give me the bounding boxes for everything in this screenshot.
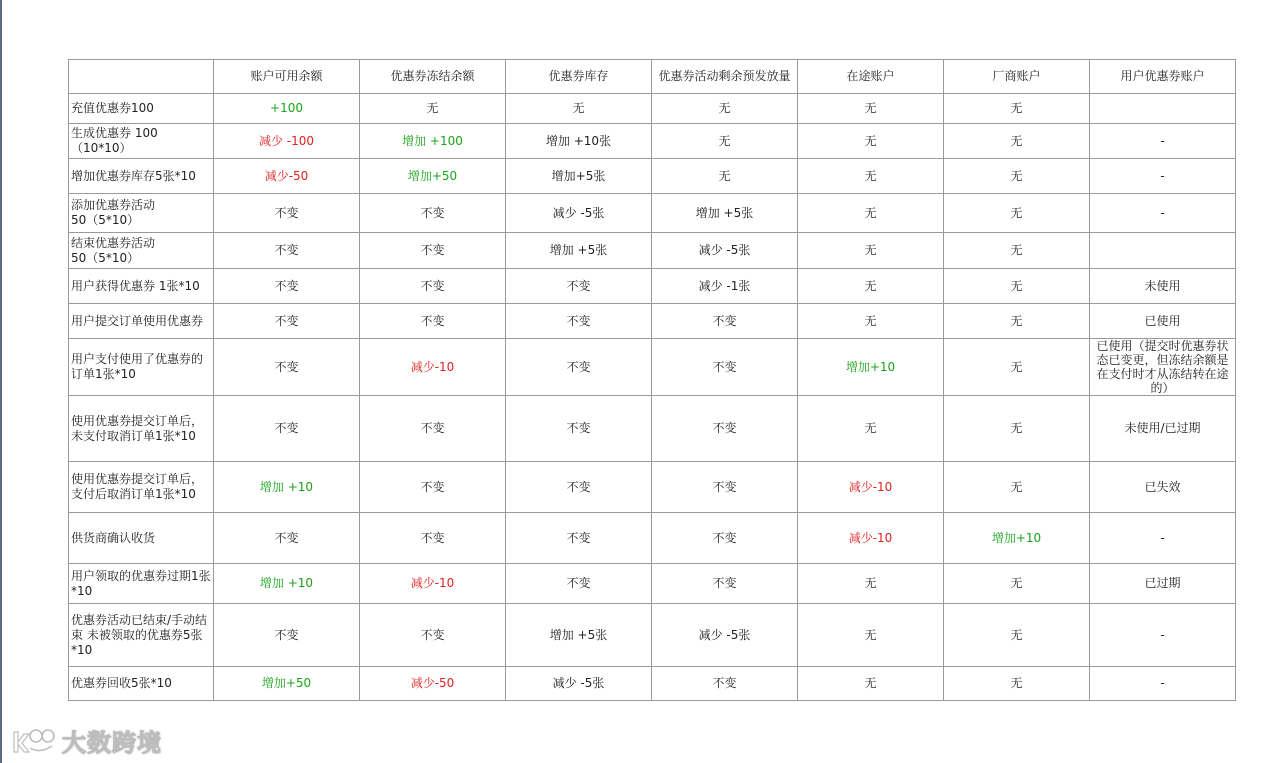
header-cell: 优惠券冻结余额 xyxy=(360,60,506,94)
table-cell: 减少-10 xyxy=(360,564,506,604)
table-cell: 已失效 xyxy=(1090,462,1236,513)
table-cell: 增加 +5张 xyxy=(506,233,652,269)
window-edge xyxy=(0,0,2,763)
table-cell: 不变 xyxy=(652,339,798,396)
table-cell: 无 xyxy=(944,564,1090,604)
table-row xyxy=(69,194,1236,233)
table-cell: - xyxy=(1090,604,1236,667)
table-cell: 不变 xyxy=(652,304,798,339)
table-cell: 不变 xyxy=(652,667,798,701)
table-row xyxy=(69,564,1236,604)
table-cell: 无 xyxy=(944,269,1090,304)
row-label: 生成优惠券 100（10*10） xyxy=(69,124,214,159)
table-cell: 无 xyxy=(798,124,944,159)
table-cell: +100 xyxy=(214,94,360,124)
table-cell: 不变 xyxy=(360,194,506,233)
row-label: 添加优惠券活动 50（5*10） xyxy=(69,194,214,233)
table-cell: 不变 xyxy=(214,194,360,233)
row-label: 充值优惠券100 xyxy=(69,94,214,124)
table-cell: 无 xyxy=(798,194,944,233)
row-label: 供货商确认收货 xyxy=(69,513,214,564)
row-label: 用户支付使用了优惠券的 订单1张*10 xyxy=(69,339,214,396)
table-cell: 无 xyxy=(944,159,1090,194)
kuajing-logo-icon xyxy=(8,724,56,756)
table-cell: 增加 +10张 xyxy=(506,124,652,159)
table-cell: 已使用 xyxy=(1090,304,1236,339)
table-cell: - xyxy=(1090,124,1236,159)
table-cell: 无 xyxy=(944,667,1090,701)
row-label: 使用优惠券提交订单后， 支付后取消订单1张*10 xyxy=(69,462,214,513)
table-row xyxy=(69,233,1236,269)
table-cell: 无 xyxy=(360,94,506,124)
table-cell: 减少-10 xyxy=(360,339,506,396)
table-cell: 不变 xyxy=(360,269,506,304)
table-cell: 无 xyxy=(652,124,798,159)
table-cell: 不变 xyxy=(360,513,506,564)
row-label: 用户领取的优惠券过期1张 *10 xyxy=(69,564,214,604)
table-row xyxy=(69,304,1236,339)
watermark-text: 大数跨境 xyxy=(62,728,162,757)
table-cell xyxy=(1090,94,1236,124)
header-cell: 用户优惠券账户 xyxy=(1090,60,1236,94)
table-cell: 不变 xyxy=(360,396,506,462)
table-cell: 不变 xyxy=(360,462,506,513)
header-cell: 账户可用余额 xyxy=(214,60,360,94)
table-cell: 无 xyxy=(798,396,944,462)
table-cell: 减少 -100 xyxy=(214,124,360,159)
table-cell: 不变 xyxy=(652,396,798,462)
table-cell: 减少 -5张 xyxy=(652,604,798,667)
table-cell: 增加 +5张 xyxy=(652,194,798,233)
row-label: 使用优惠券提交订单后， 未支付取消订单1张*10 xyxy=(69,396,214,462)
table-cell: 不变 xyxy=(506,564,652,604)
row-label: 优惠券活动已结束/手动结 束 未被领取的优惠券5张 *10 xyxy=(69,604,214,667)
header-cell: 优惠券库存 xyxy=(506,60,652,94)
table-cell: - xyxy=(1090,159,1236,194)
table-cell: 减少 -5张 xyxy=(506,667,652,701)
table-row xyxy=(69,94,1236,124)
table-cell: 无 xyxy=(798,667,944,701)
table-cell: 不变 xyxy=(506,513,652,564)
row-label: 用户提交订单使用优惠券 xyxy=(69,304,214,339)
table-cell: 无 xyxy=(944,304,1090,339)
table-cell: 不变 xyxy=(214,396,360,462)
table-cell: 不变 xyxy=(652,462,798,513)
table-cell: 减少 -5张 xyxy=(652,233,798,269)
table-cell: 不变 xyxy=(360,604,506,667)
table-cell: 减少-50 xyxy=(360,667,506,701)
table-cell: 增加+50 xyxy=(360,159,506,194)
table-cell: - xyxy=(1090,667,1236,701)
table-cell: 无 xyxy=(506,94,652,124)
table-cell: 不变 xyxy=(360,304,506,339)
table-cell: 增加+50 xyxy=(214,667,360,701)
table-cell: 无 xyxy=(798,604,944,667)
table-cell xyxy=(1090,233,1236,269)
table-cell: 无 xyxy=(798,159,944,194)
table-cell: 增加 +5张 xyxy=(506,604,652,667)
row-label: 用户获得优惠券 1张*10 xyxy=(69,269,214,304)
table-cell: 无 xyxy=(944,94,1090,124)
table-cell: 无 xyxy=(798,564,944,604)
watermark xyxy=(8,722,178,758)
table-cell: 增加 +100 xyxy=(360,124,506,159)
table-cell: 增加+10 xyxy=(798,339,944,396)
table-cell: 未使用/已过期 xyxy=(1090,396,1236,462)
table-cell: - xyxy=(1090,194,1236,233)
table-cell: 增加 +10 xyxy=(214,462,360,513)
table-header-row xyxy=(69,60,1236,94)
table-cell: 减少-10 xyxy=(798,462,944,513)
table-cell: 无 xyxy=(798,269,944,304)
table-row xyxy=(69,462,1236,513)
row-label: 增加优惠券库存5张*10 xyxy=(69,159,214,194)
table-cell: 无 xyxy=(944,604,1090,667)
table-cell: 增加+5张 xyxy=(506,159,652,194)
table-cell: 减少 -5张 xyxy=(506,194,652,233)
table-cell: 无 xyxy=(944,339,1090,396)
table-cell: 无 xyxy=(652,94,798,124)
table-cell: 不变 xyxy=(506,269,652,304)
table-cell: 不变 xyxy=(214,304,360,339)
table-cell: 无 xyxy=(944,396,1090,462)
table-cell: 无 xyxy=(798,233,944,269)
table-cell: 无 xyxy=(944,194,1090,233)
row-label: 优惠券回收5张*10 xyxy=(69,667,214,701)
table-row xyxy=(69,396,1236,462)
table-cell: 无 xyxy=(652,159,798,194)
table-body xyxy=(69,94,1236,701)
table-cell: 无 xyxy=(944,462,1090,513)
table-row xyxy=(69,269,1236,304)
table-cell: - xyxy=(1090,513,1236,564)
table-cell: 无 xyxy=(798,94,944,124)
row-label: 结束优惠券活动 50（5*10） xyxy=(69,233,214,269)
table-cell: 无 xyxy=(944,233,1090,269)
table-row xyxy=(69,339,1236,396)
table-cell: 增加+10 xyxy=(944,513,1090,564)
table-cell: 不变 xyxy=(652,564,798,604)
table-cell: 不变 xyxy=(360,233,506,269)
table-cell: 不变 xyxy=(214,513,360,564)
coupon-account-table xyxy=(68,59,1236,701)
table-cell: 无 xyxy=(798,304,944,339)
header-cell: 优惠券活动剩余预发放量 xyxy=(652,60,798,94)
table-cell: 已过期 xyxy=(1090,564,1236,604)
table-cell: 增加 +10 xyxy=(214,564,360,604)
header-cell: 在途账户 xyxy=(798,60,944,94)
table-cell: 减少 -1张 xyxy=(652,269,798,304)
table-cell: 减少-50 xyxy=(214,159,360,194)
table-row xyxy=(69,513,1236,564)
table-cell: 已使用（提交时优惠券状态已变更，但冻结余额是在支付时才从冻结转在途的） xyxy=(1090,339,1236,396)
table-cell: 不变 xyxy=(506,462,652,513)
table-cell: 不变 xyxy=(214,233,360,269)
header-cell: 厂商账户 xyxy=(944,60,1090,94)
table-cell: 不变 xyxy=(214,269,360,304)
table-cell: 未使用 xyxy=(1090,269,1236,304)
table-cell: 不变 xyxy=(506,304,652,339)
table-cell: 减少-10 xyxy=(798,513,944,564)
table-row xyxy=(69,604,1236,667)
table-row xyxy=(69,159,1236,194)
table-cell: 不变 xyxy=(214,604,360,667)
table-row xyxy=(69,667,1236,701)
table-cell: 不变 xyxy=(214,339,360,396)
table-row xyxy=(69,124,1236,159)
table-cell: 无 xyxy=(944,124,1090,159)
table-cell: 不变 xyxy=(506,396,652,462)
table-cell: 不变 xyxy=(652,513,798,564)
table-cell: 不变 xyxy=(506,339,652,396)
header-cell xyxy=(69,60,214,94)
